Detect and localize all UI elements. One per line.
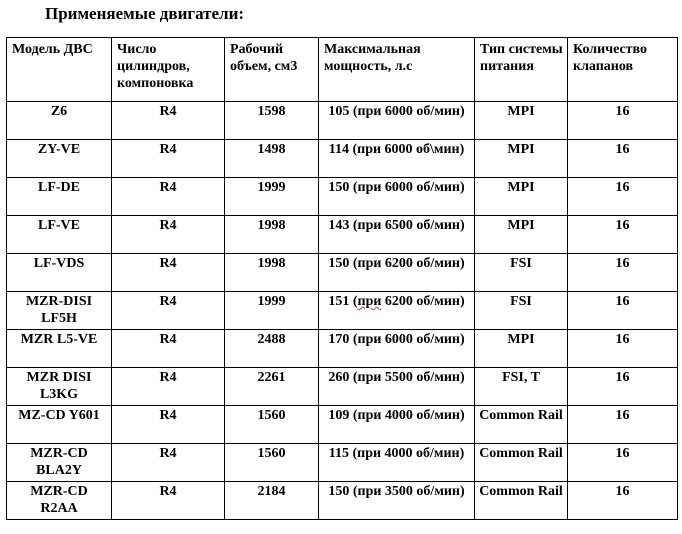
cell-power: 260 (при 5500 об/мин): [319, 368, 475, 406]
cell-displacement: 1498: [225, 140, 319, 178]
cell-valves: 16: [568, 482, 678, 520]
cell-valves: 16: [568, 444, 678, 482]
cell-cylinders: R4: [112, 444, 225, 482]
cell-power: 143 (при 6500 об/мин): [319, 216, 475, 254]
table-row: [7, 216, 678, 254]
table-row: [7, 482, 678, 520]
cell-valves: 16: [568, 178, 678, 216]
cell-cylinders: R4: [112, 140, 225, 178]
header-cell-displacement: Рабочий объем, см3: [225, 38, 319, 102]
cell-fuel-system: FSI, T: [475, 368, 568, 406]
page-title: Применяемые двигатели:: [45, 4, 245, 23]
cell-power: 114 (при 6000 об\мин): [319, 140, 475, 178]
cell-power: 170 (при 6000 об/мин): [319, 330, 475, 368]
table-row: [7, 178, 678, 216]
cell-displacement: 1998: [225, 216, 319, 254]
table-row: [7, 368, 678, 406]
cell-displacement: 2488: [225, 330, 319, 368]
cell-displacement: 1560: [225, 406, 319, 444]
cell-valves: 16: [568, 330, 678, 368]
table-row: [7, 102, 678, 140]
table-header-row: [7, 38, 678, 102]
cell-fuel-system: Common Rail: [475, 444, 568, 482]
cell-fuel-system: MPI: [475, 140, 568, 178]
cell-cylinders: R4: [112, 216, 225, 254]
header-cell-valves: Количество клапанов: [568, 38, 678, 102]
cell-model: LF-DE: [7, 178, 112, 216]
table-row: [7, 406, 678, 444]
cell-model: LF-VE: [7, 216, 112, 254]
table-row: [7, 254, 678, 292]
cell-power: 150 (при 3500 об/мин): [319, 482, 475, 520]
cell-valves: 16: [568, 254, 678, 292]
cell-model: Z6: [7, 102, 112, 140]
cell-power: 109 (при 4000 об/мин): [319, 406, 475, 444]
cell-cylinders: R4: [112, 482, 225, 520]
table-row: [7, 140, 678, 178]
cell-displacement: 1999: [225, 292, 319, 330]
cell-fuel-system: MPI: [475, 102, 568, 140]
cell-valves: 16: [568, 368, 678, 406]
cell-model: ZY-VE: [7, 140, 112, 178]
cell-model: MZR DISI L3KG: [7, 368, 112, 406]
cell-power: 105 (при 6000 об/мин): [319, 102, 475, 140]
cell-valves: 16: [568, 292, 678, 330]
table-row: [7, 292, 678, 330]
cell-cylinders: R4: [112, 292, 225, 330]
cell-power: 151 (при 6200 об/мин): [319, 292, 475, 330]
cell-fuel-system: MPI: [475, 178, 568, 216]
cell-displacement: 1598: [225, 102, 319, 140]
cell-fuel-system: FSI: [475, 254, 568, 292]
cell-model: MZ-CD Y601: [7, 406, 112, 444]
cell-displacement: 2184: [225, 482, 319, 520]
cell-displacement: 1998: [225, 254, 319, 292]
cell-power: 150 (при 6200 об/мин): [319, 254, 475, 292]
header-cell-cylinders: Число цилиндров, компоновка: [112, 38, 225, 102]
cell-fuel-system: MPI: [475, 216, 568, 254]
cell-model: MZR L5-VE: [7, 330, 112, 368]
cell-fuel-system: MPI: [475, 330, 568, 368]
cell-power: 150 (при 6000 об/мин): [319, 178, 475, 216]
cell-displacement: 1560: [225, 444, 319, 482]
header-cell-power: Максимальная мощность, л.с: [319, 38, 475, 102]
table-row: [7, 330, 678, 368]
cell-valves: 16: [568, 406, 678, 444]
cell-model: MZR-DISI LF5H: [7, 292, 112, 330]
cell-fuel-system: FSI: [475, 292, 568, 330]
table-row: [7, 444, 678, 482]
cell-cylinders: R4: [112, 254, 225, 292]
header-cell-fuel-system: Тип системы питания: [475, 38, 568, 102]
cell-cylinders: R4: [112, 368, 225, 406]
cell-fuel-system: Common Rail: [475, 482, 568, 520]
cell-power: 115 (при 4000 об/мин): [319, 444, 475, 482]
engines-table: [6, 37, 678, 520]
cell-valves: 16: [568, 216, 678, 254]
cell-valves: 16: [568, 102, 678, 140]
spellcheck-underline: при: [357, 294, 382, 309]
cell-valves: 16: [568, 140, 678, 178]
cell-cylinders: R4: [112, 102, 225, 140]
cell-model: MZR-CD BLA2Y: [7, 444, 112, 482]
header-cell-model: Модель ДВС: [7, 38, 112, 102]
cell-displacement: 1999: [225, 178, 319, 216]
cell-cylinders: R4: [112, 178, 225, 216]
cell-cylinders: R4: [112, 330, 225, 368]
cell-fuel-system: Common Rail: [475, 406, 568, 444]
cell-model: LF-VDS: [7, 254, 112, 292]
cell-model: MZR-CD R2AA: [7, 482, 112, 520]
cell-cylinders: R4: [112, 406, 225, 444]
cell-displacement: 2261: [225, 368, 319, 406]
